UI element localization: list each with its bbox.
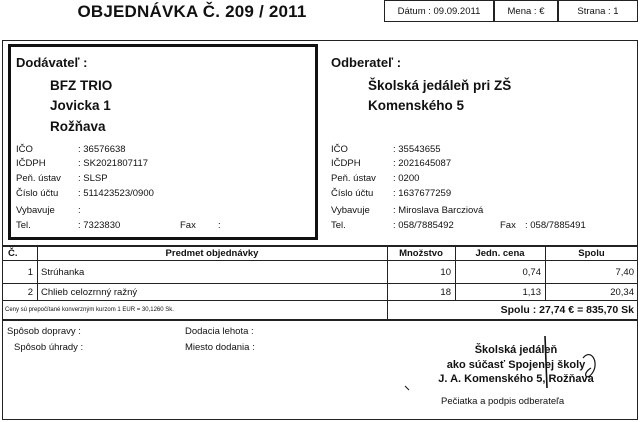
row-2-price: 1,13 [522, 286, 541, 298]
currency: Mena : € [494, 0, 558, 22]
delivery-label: Dodacia lehota : [185, 326, 254, 337]
transport-label: Spôsob dopravy : [7, 326, 81, 337]
order-sum: Spolu : 27,74 € = 835,70 Sk [500, 304, 634, 316]
row-1-total: 7,40 [615, 266, 634, 278]
col-header-item: Predmet objednávky [165, 247, 259, 259]
customer-contact-value: : Miroslava Barcziová [393, 205, 484, 216]
supplier-account-value: : 511423523/0900 [78, 188, 154, 199]
customer-account-label: Číslo účtu [331, 188, 374, 199]
customer-street: Komenského 5 [368, 98, 465, 113]
stamp-line-2: ako súčasť Spojenej školy [446, 359, 586, 371]
customer-bank-value: : 0200 [393, 173, 420, 184]
supplier-city: Rožňava [50, 119, 106, 134]
row-2-qty: 18 [440, 286, 451, 298]
row-2-no: 2 [27, 286, 33, 298]
supplier-street: Jovicka 1 [50, 98, 111, 113]
row-1-item: Strúhanka [41, 266, 85, 278]
row-1-price: 0,74 [522, 266, 541, 278]
customer-heading: Odberateľ : [331, 55, 402, 70]
customer-icdph-label: IČDPH [331, 158, 361, 169]
supplier-bank-label: Peň. ústav [16, 173, 61, 184]
place-label: Miesto dodania : [185, 342, 255, 353]
customer-contact-label: Vybavuje [331, 205, 370, 216]
col-header-total: Spolu [578, 247, 605, 259]
row-2-total: 20,34 [610, 286, 634, 298]
conversion-note: Ceny sú prepočítané konverzným kurzom 1 EUR = 30,1260 Sk. [5, 307, 174, 313]
supplier-icdph-label: IČDPH [16, 158, 46, 169]
customer-tel-label: Tel. [331, 220, 346, 231]
supplier-fax-label: Fax [180, 220, 196, 231]
supplier-contact-label: Vybavuje [16, 205, 55, 216]
supplier-contact-value: : [78, 205, 81, 216]
customer-bank-label: Peň. ústav [331, 173, 376, 184]
col-header-price: Jedn. cena [475, 247, 525, 259]
payment-label: Spôsob úhrady : [14, 342, 84, 353]
supplier-ico-value: : 36576638 [78, 144, 126, 155]
page-number: Strana : 1 [558, 0, 638, 22]
supplier-tel-value: : 7323830 [78, 220, 121, 231]
supplier-fax-value: : [218, 220, 221, 231]
supplier-name: BFZ TRIO [50, 78, 113, 93]
col-header-no: Č. [8, 247, 18, 259]
customer-name: Školská jedáleň pri ZŠ [368, 78, 512, 93]
supplier-ico-label: IČO [16, 144, 33, 155]
row-1-no: 1 [27, 266, 33, 278]
customer-ico-value: : 35543655 [393, 144, 441, 155]
signature-label: Pečiatka a podpis odberateľa [441, 396, 565, 407]
customer-fax-label: Fax [500, 220, 516, 231]
customer-account-value: : 1637677259 [393, 188, 452, 199]
signature-mark [395, 328, 625, 398]
supplier-icdph-value: : SK2021807117 [78, 158, 149, 169]
customer-tel-value: : 058/7885492 [393, 220, 454, 231]
order-title: OBJEDNÁVKA Č. 209 / 2011 [77, 2, 307, 21]
supplier-bank-value: : SLSP [78, 173, 108, 184]
row-1-qty: 10 [440, 266, 451, 278]
supplier-tel-label: Tel. [16, 220, 31, 231]
customer-fax-value: : 058/7885491 [525, 220, 586, 231]
customer-ico-label: IČO [331, 144, 348, 155]
row-2-item: Chlieb celozrnný ražný [41, 286, 138, 298]
customer-icdph-value: : 2021645087 [393, 158, 452, 169]
supplier-account-label: Číslo účtu [16, 188, 59, 199]
stamp-line-1: Školská jedáleň [474, 344, 558, 356]
col-header-qty: Množstvo [399, 247, 443, 259]
supplier-heading: Dodávateľ : [16, 55, 88, 70]
order-date: Dátum : 09.09.2011 [384, 0, 494, 22]
stamp-line-3: J. A. Komenského 5, Rožňava [438, 373, 594, 385]
